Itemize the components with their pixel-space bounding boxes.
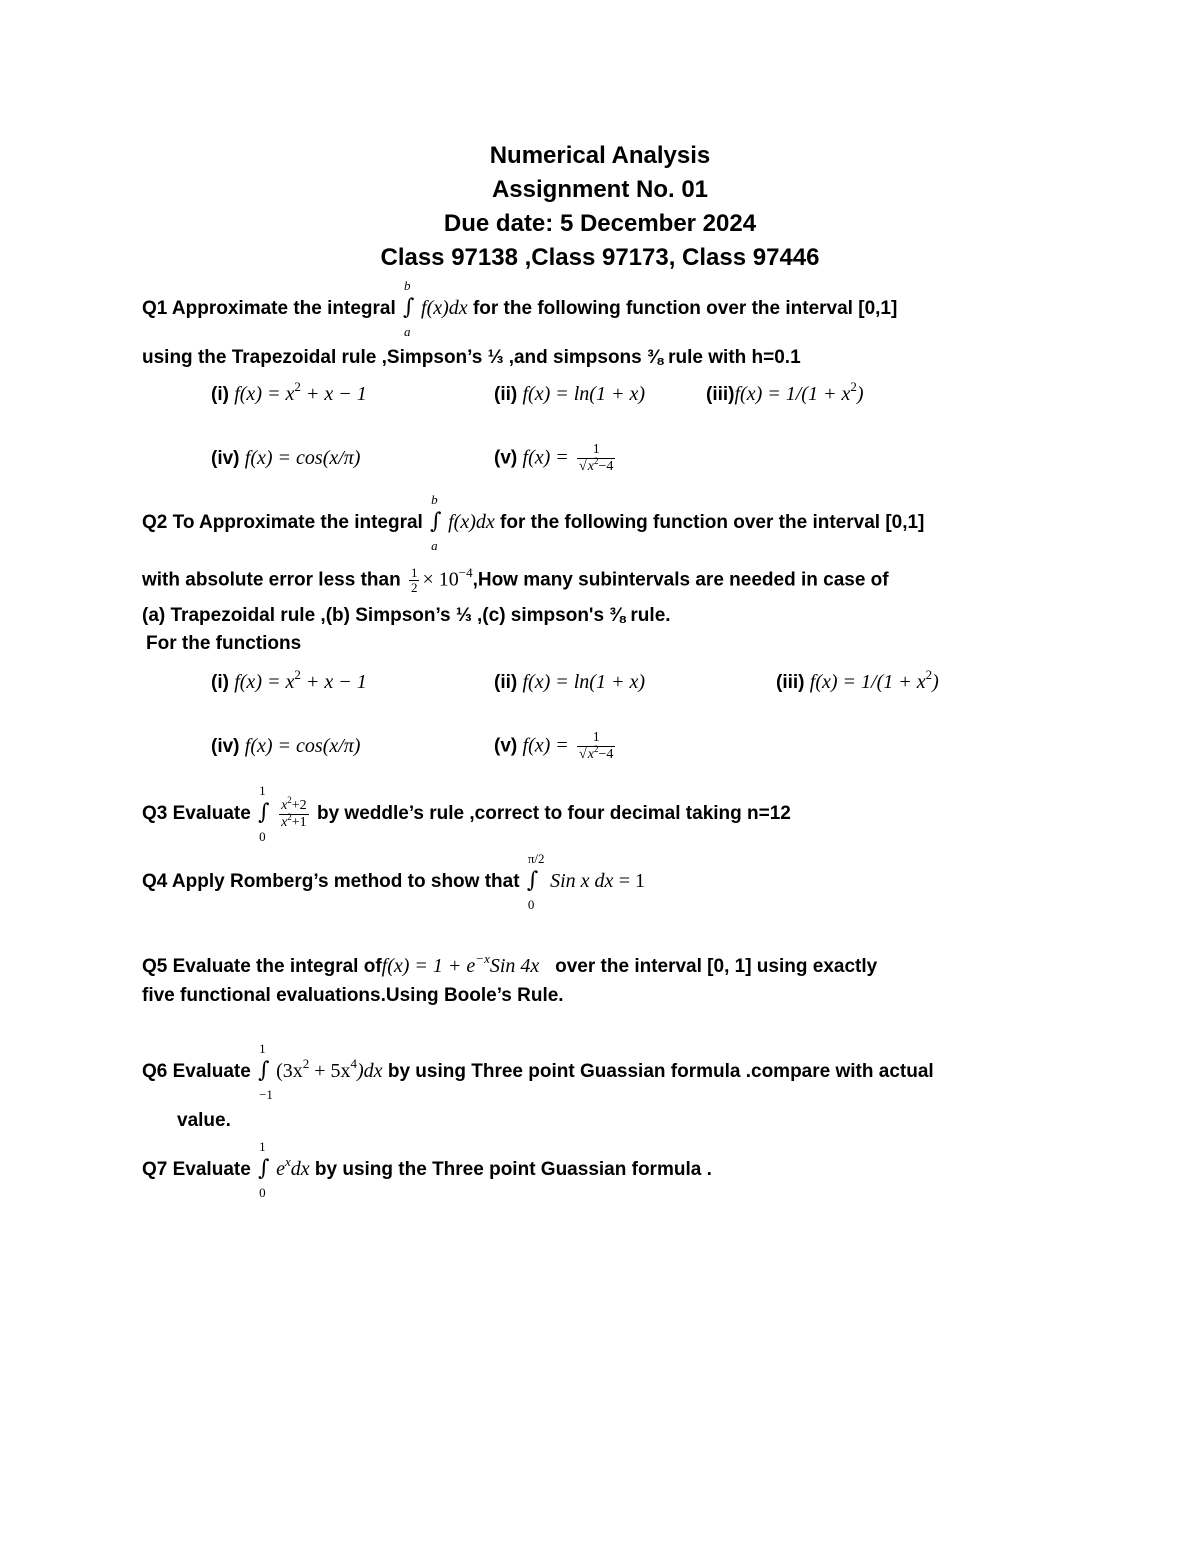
integral-sign: 1 ∫ −1 xyxy=(258,1041,273,1102)
q1-function-v: (v) f(x) = $\frac{1}{√x^2-4}$ xyxy=(494,442,614,474)
q5-line2: five functional evaluations.Using Boole’s Rule. xyxy=(142,985,564,1006)
q2-function-iii: (iii) $f(x) = 1/(1 + x^2)$ xyxy=(776,667,939,693)
q2-function-i: (i) $f(x) = x^2 + x - 1$ xyxy=(211,667,367,693)
q2-line1 xyxy=(142,492,925,553)
q2-integrand: f(x)dx xyxy=(448,511,495,534)
q1-function-iv: (iv) f(x) = cos(x/π) xyxy=(211,447,361,469)
q2-line4: For the functions xyxy=(146,633,302,654)
q2-function-v: (v) f(x) = $\frac{1}{√x^2-4}$ xyxy=(494,730,614,762)
q3-line: Q3 Evaluate 1 ∫ 0 $\frac{x^2+2}{x^2+1}$ by weddle’s rule ,correct to four decimal taking n=12 xyxy=(142,783,791,844)
assignment-title: Assignment No. 01 xyxy=(491,176,709,203)
due-date: Due date: 5 December 2024 xyxy=(443,210,757,237)
integral-sign: 1 ∫ 0 xyxy=(258,783,270,844)
q1-function-i: (i) $f(x) = x^2 + x - 1$ xyxy=(211,379,367,405)
q2-prefix: Q2 To Approximate the integral xyxy=(142,512,423,534)
q1-prefix: Q1 Approximate the integral xyxy=(142,298,396,320)
q7-line: Q7 Evaluate 1 ∫ 0 $e^xdx$ by using the Three point Guassian formula . xyxy=(142,1139,712,1200)
q6-line1: Q6 Evaluate 1 ∫ −1 $(3x^2 + 5x^4)dx$ by using Three point Guassian formula .compare with actual xyxy=(142,1041,934,1102)
q6-line2: value. xyxy=(177,1110,231,1131)
q1-function-ii: (ii) f(x) = ln(1 + x) xyxy=(494,383,645,405)
q2-function-ii: (ii) f(x) = ln(1 + x) xyxy=(494,671,645,693)
q2-function-iv: (iv) f(x) = cos(x/π) xyxy=(211,735,361,757)
q2-line2: with absolute error less than $\frac{1}{2}$ × $10^{-4},How$ many subintervals are needed in case of xyxy=(142,564,889,595)
class-list: Class 97138 ,Class 97173, Class 97446 xyxy=(380,244,820,271)
q1-line2: using the Trapezoidal rule ,Simpson’s ⅓ ,and simpsons ⅜ rule with h=0.1 xyxy=(142,347,801,368)
fraction-half: $\frac{1}{2}$ xyxy=(410,565,418,595)
integral-sign: b ∫ a xyxy=(403,278,415,339)
q1-function-iii: $(iii)f(x) = 1/(1 + x^2)$ xyxy=(706,379,864,405)
integral-sign: b ∫ a xyxy=(430,492,442,553)
q1-suffix: for the following function over the interval [0,1] xyxy=(472,298,898,320)
q1-integrand: f(x)dx xyxy=(421,297,468,320)
fraction: $\frac{1}{√x^2-4}$ xyxy=(579,442,614,474)
fraction: $\frac{x^2+2}{x^2+1}$ xyxy=(281,794,307,830)
q2-line3: (a) Trapezoidal rule ,(b) Simpson’s ⅓ ,(c) simpson's ⅜ rule. xyxy=(142,605,671,626)
q1-line1 xyxy=(142,278,898,339)
q5-line1: Q5 Evaluate the integral $off(x) = 1 + e^{-x}Sin$ 4x over the interval [0, 1] using exactly xyxy=(142,951,878,977)
q2-suffix: for the following function over the interval [0,1] xyxy=(500,512,925,534)
q4-line: Q4 Apply Romberg’s method to show that π/2 ∫ 0 Sin x dx = 1 xyxy=(142,851,645,912)
integral-sign: π/2 ∫ 0 xyxy=(526,851,545,912)
fraction: $\frac{1}{√x^2-4}$ xyxy=(579,730,614,762)
course-title: Numerical Analysis xyxy=(489,142,711,169)
integral-sign: 1 ∫ 0 xyxy=(258,1139,270,1200)
